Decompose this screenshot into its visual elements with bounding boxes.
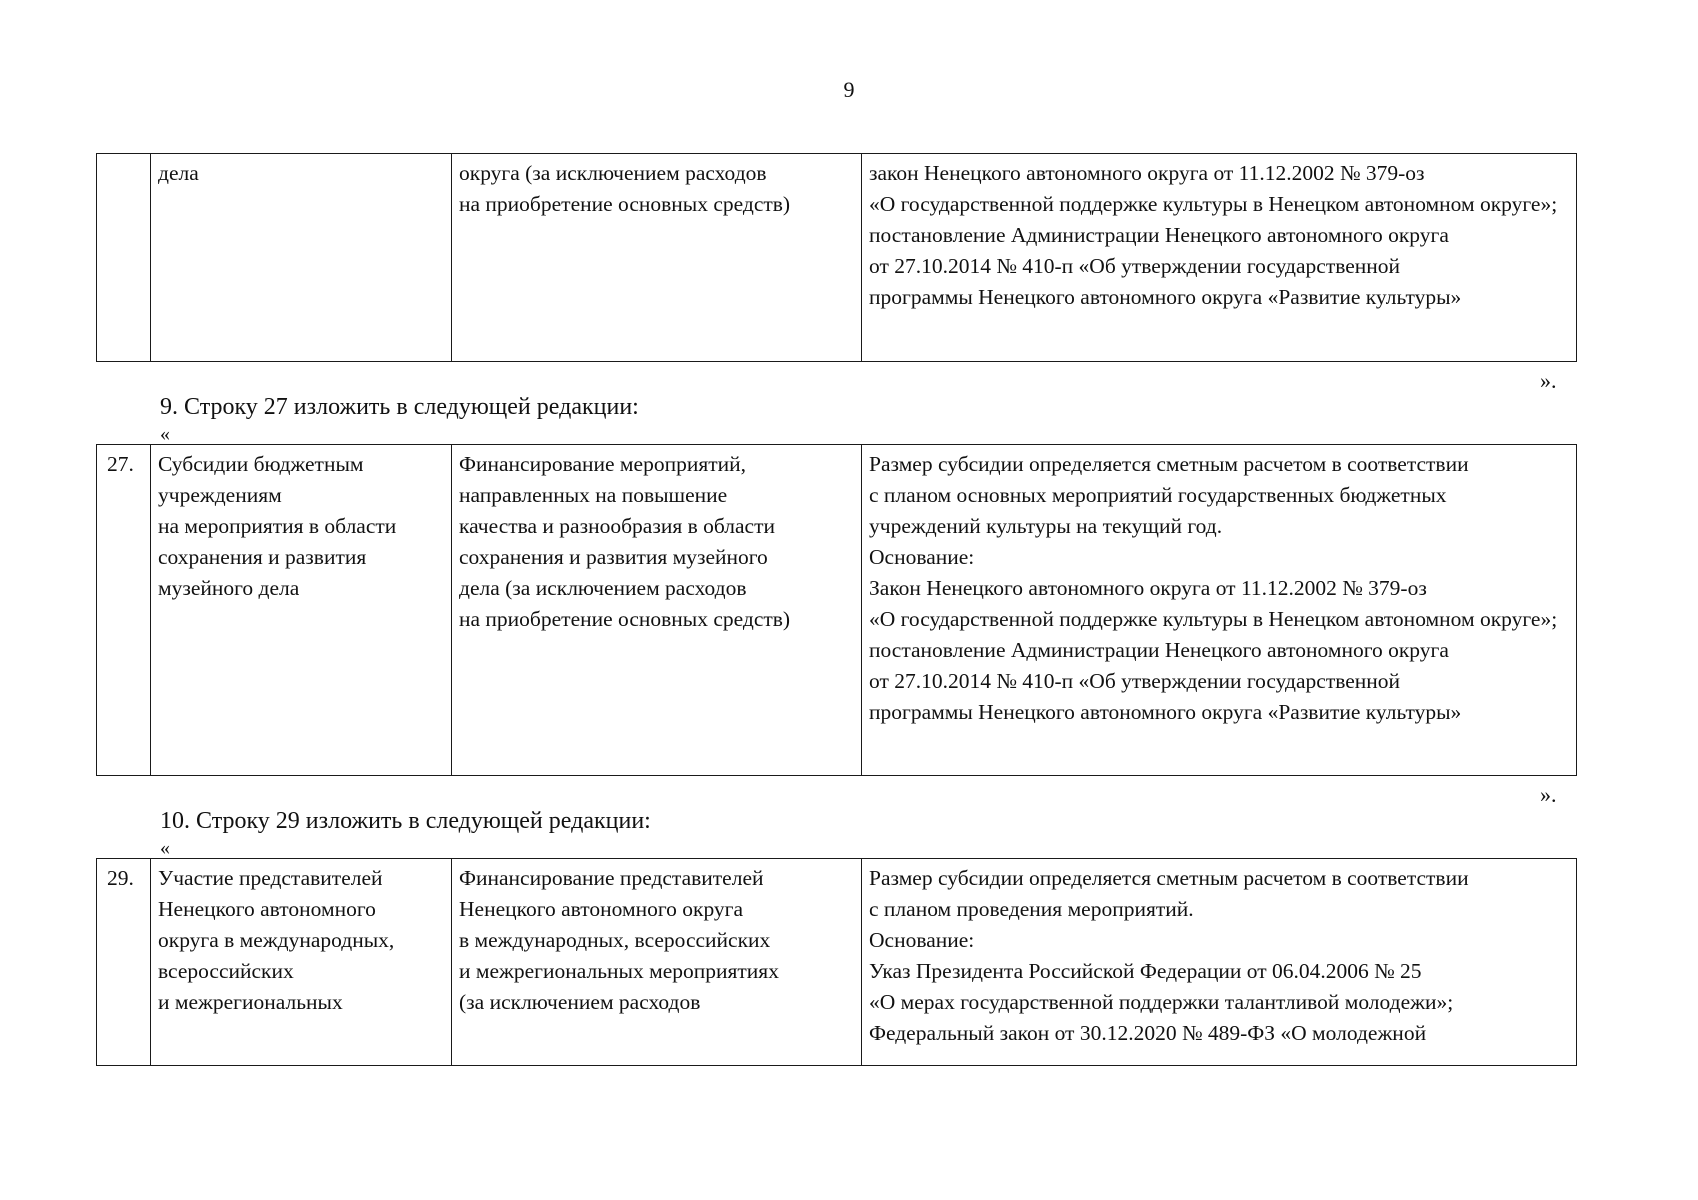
table-row	[97, 445, 1577, 776]
row-number-cell	[97, 154, 151, 362]
purpose-cell: округа (за исключением расходов на приобретение основных средств)	[452, 154, 862, 362]
table-row	[97, 154, 1577, 362]
row-number-cell: 29.	[97, 859, 151, 1066]
row-number-cell: 27.	[97, 445, 151, 776]
basis-cell: Размер субсидии определяется сметным расчетом в соответствии с планом основных мероприятий государственных бюджетных учреждений культуры на текущий год. Основание: Закон Ненецкого автономного округа от 11.12.2002 № 379-оз «О государственной поддержке культуры в Ненецком автономном округе»; постановление Администрации Ненецкого автономного округа от 27.10.2014 № 410-п «Об утверждении государственной программы Ненецкого автономного округа «Развитие культуры»	[862, 445, 1577, 776]
basis-cell: Размер субсидии определяется сметным расчетом в соответствии с планом проведения мероприятий. Основание: Указ Президента Российской Федерации от 06.04.2006 № 25 «О мерах государственной поддержки талантливой молодежи»; Федеральный закон от 30.12.2020 № 489-ФЗ «О молодежной	[862, 859, 1577, 1066]
purpose-cell: Финансирование мероприятий, направленных на повышение качества и разнообразия в области сохранения и развития музейного дела (за исключением расходов на приобретение основных средств)	[452, 445, 862, 776]
section-10-open-quote: «	[160, 837, 170, 859]
closing-quote-1: ».	[1540, 368, 1557, 393]
table-row	[97, 859, 1577, 1066]
section-9-heading: 9. Строку 27 изложить в следующей редакции:	[160, 394, 639, 420]
page-number: 9	[843, 77, 855, 102]
subsidy-name-cell: дела	[151, 154, 452, 362]
closing-quote-2: ».	[1540, 782, 1557, 807]
basis-cell: закон Ненецкого автономного округа от 11.12.2002 № 379-оз «О государственной поддержке культуры в Ненецком автономном округе»; постановление Администрации Ненецкого автономного округа от 27.10.2014 № 410-п «Об утверждении государственной программы Ненецкого автономного округа «Развитие культуры»	[862, 154, 1577, 362]
table-row-27	[96, 444, 1577, 776]
table-continuation	[96, 153, 1577, 362]
section-9-open-quote: «	[160, 423, 170, 445]
section-10-heading: 10. Строку 29 изложить в следующей редакции:	[160, 808, 651, 834]
subsidy-name-cell: Субсидии бюджетным учреждениям на мероприятия в области сохранения и развития музейного дела	[151, 445, 452, 776]
table-row-29	[96, 858, 1577, 1066]
subsidy-name-cell: Участие представителей Ненецкого автономного округа в международных, всероссийских и межрегиональных	[151, 859, 452, 1066]
purpose-cell: Финансирование представителей Ненецкого автономного округа в международных, всероссийских и межрегиональных мероприятиях (за исключением расходов	[452, 859, 862, 1066]
